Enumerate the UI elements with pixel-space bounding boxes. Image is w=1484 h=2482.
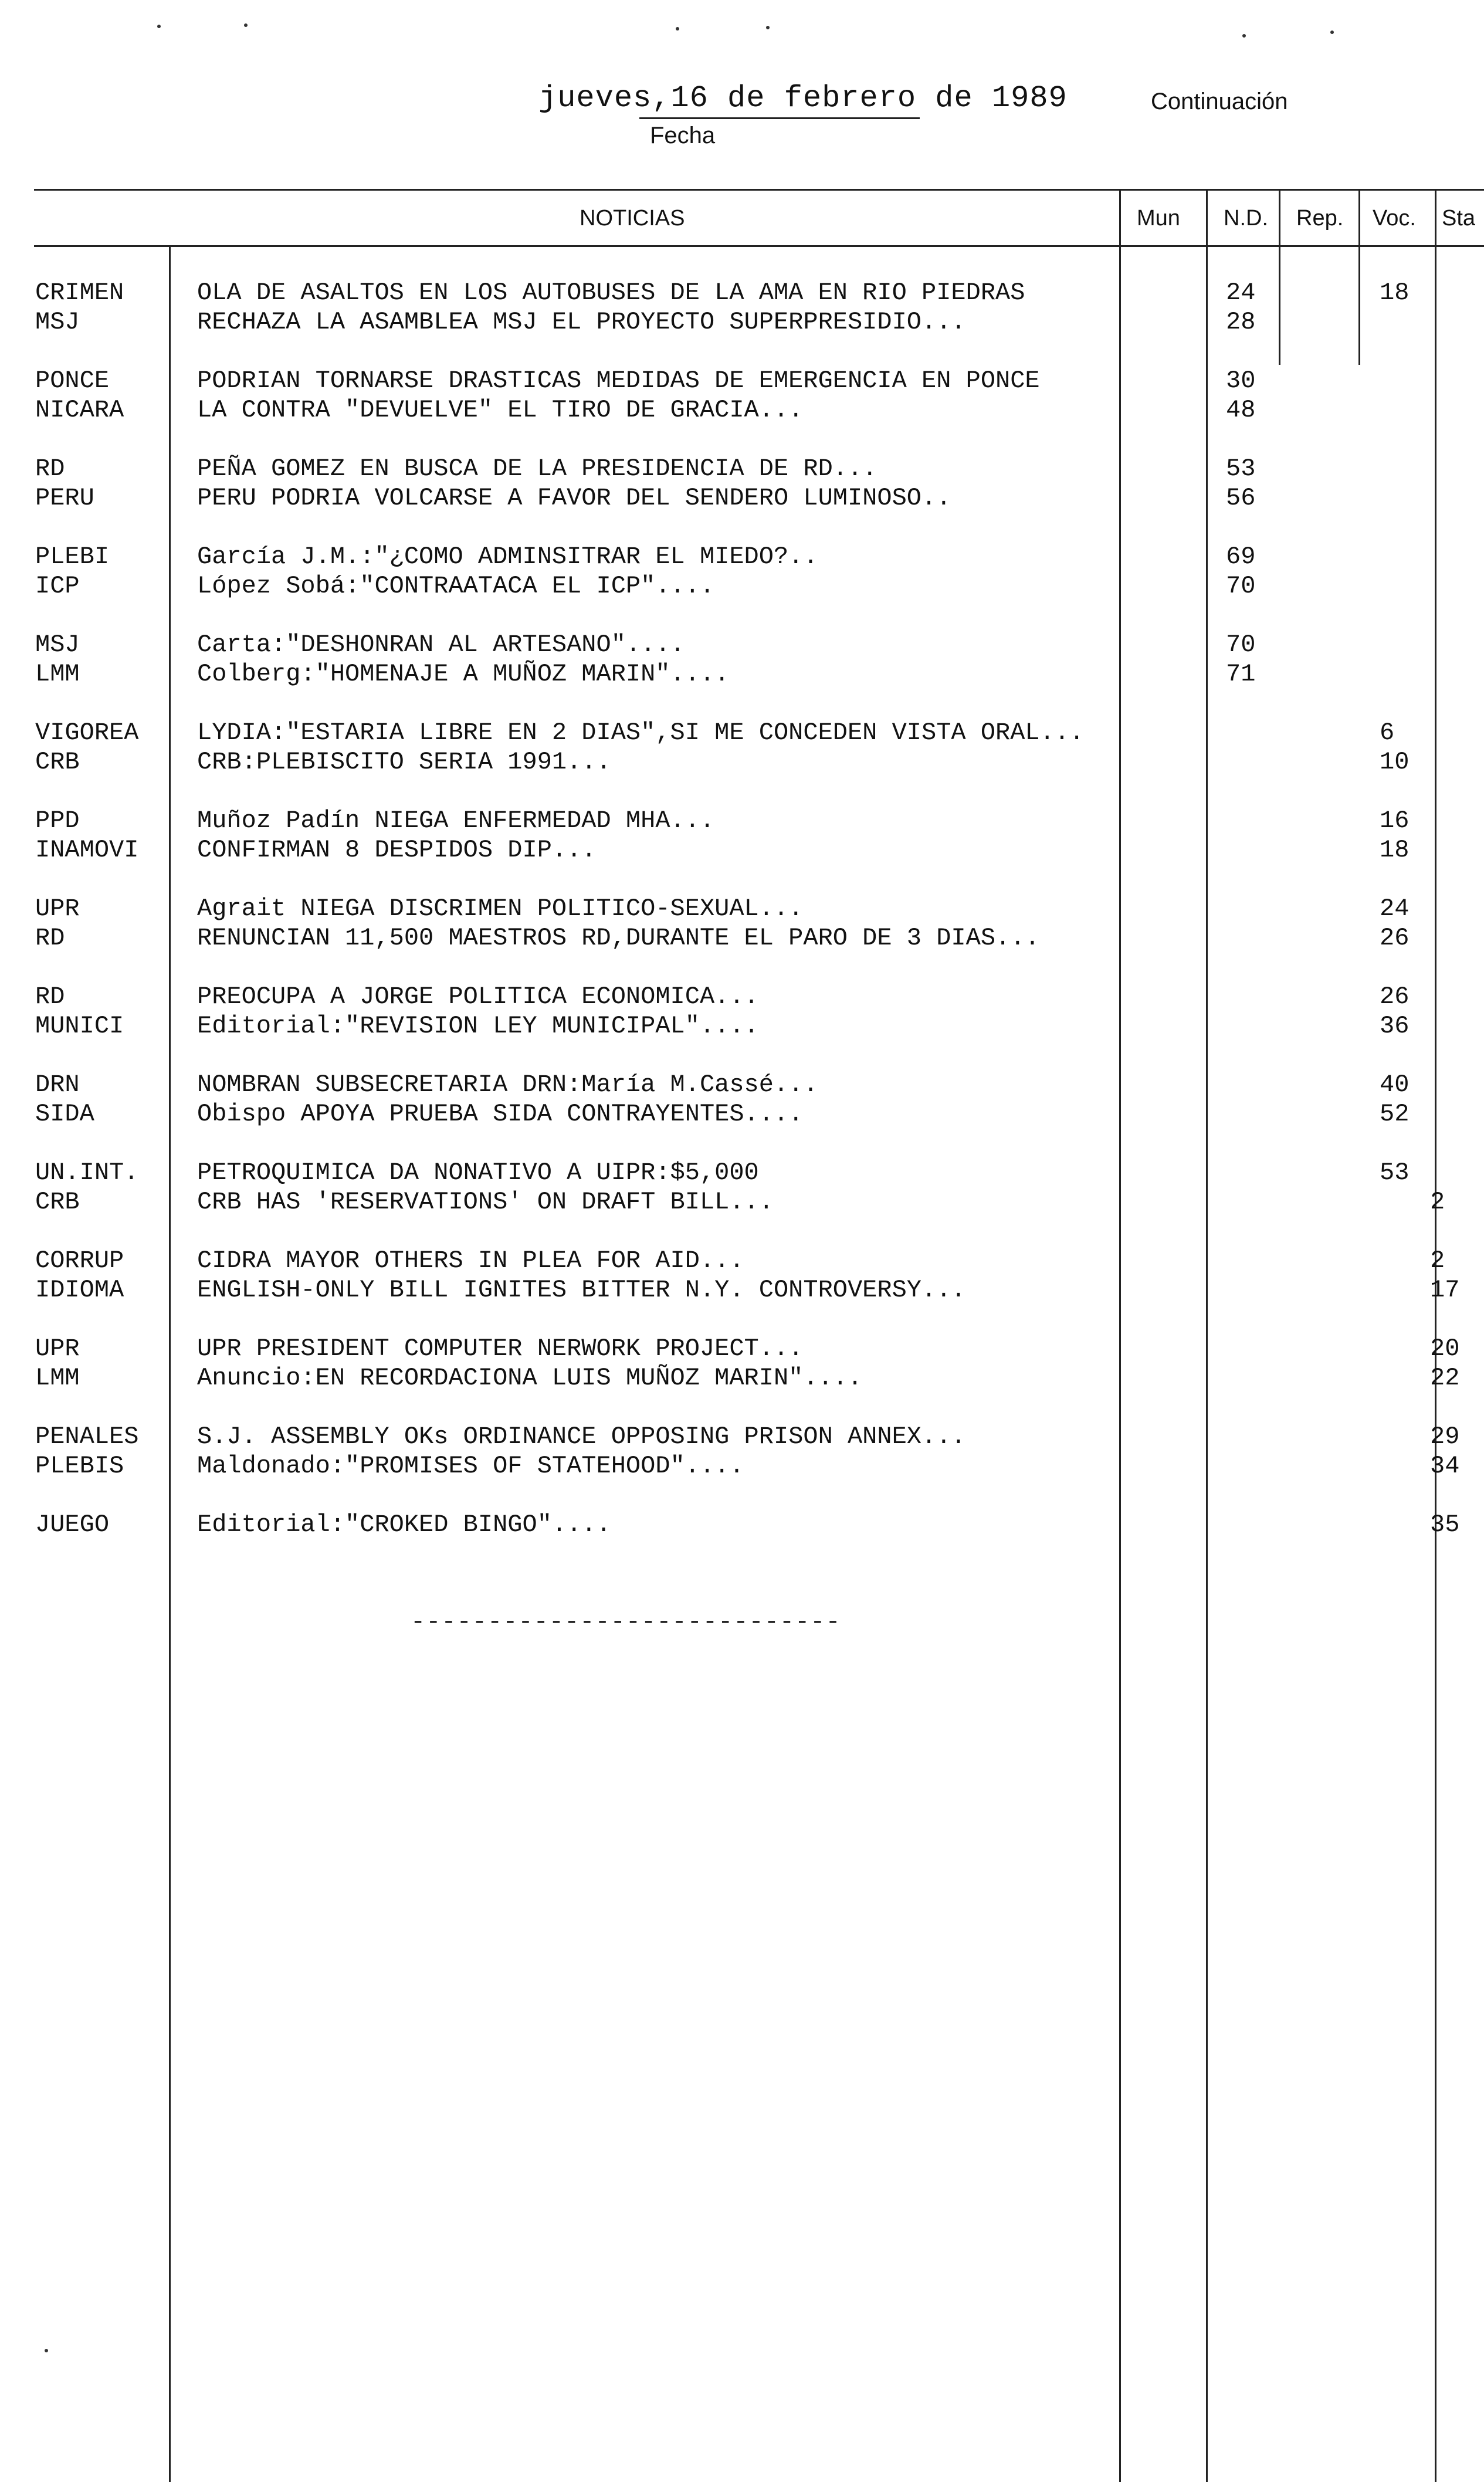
row-voc: 18 [1380, 279, 1410, 307]
row-headline: LYDIA:"ESTARIA LIBRE EN 2 DIAS",SI ME CONCEDEN VISTA ORAL... [197, 719, 1085, 747]
row-tag: UPR [35, 895, 80, 923]
row-voc: 26 [1380, 983, 1410, 1011]
row-tag: CRIMEN [35, 279, 124, 307]
nd-column-divider [1206, 189, 1208, 2482]
row-headline: LA CONTRA "DEVUELVE" EL TIRO DE GRACIA... [197, 396, 804, 424]
rep-column-divider [1279, 189, 1280, 365]
tag-column-divider [169, 246, 171, 2482]
table-header-rule [34, 245, 1484, 247]
row-headline: S.J. ASSEMBLY OKs ORDINANCE OPPOSING PRISON ANNEX... [197, 1423, 966, 1451]
voc-column-divider [1358, 189, 1360, 365]
row-tag: PONCE [35, 367, 110, 395]
row-headline: Agrait NIEGA DISCRIMEN POLITICO-SEXUAL... [197, 895, 804, 923]
row-nd: 71 [1226, 660, 1256, 688]
end-of-list-rule: ---------------------------- [411, 1608, 841, 1636]
row-headline: RECHAZA LA ASAMBLEA MSJ EL PROYECTO SUPERPRESIDIO... [197, 308, 966, 336]
row-tag: INAMOVI [35, 836, 139, 864]
row-nd: 70 [1226, 572, 1256, 600]
scan-speck [766, 26, 770, 29]
row-headline: CONFIRMAN 8 DESPIDOS DIP... [197, 836, 597, 864]
row-tag: UPR [35, 1335, 80, 1363]
row-headline: López Sobá:"CONTRAATACA EL ICP".... [197, 572, 715, 600]
row-tag: SIDA [35, 1100, 94, 1128]
row-tag: PENALES [35, 1423, 139, 1451]
row-sta: 2 [1430, 1247, 1445, 1275]
row-tag: CORRUP [35, 1247, 124, 1275]
column-header-nd: N.D. [1224, 206, 1268, 231]
row-tag: NICARA [35, 396, 124, 424]
row-headline: Maldonado:"PROMISES OF STATEHOOD".... [197, 1452, 744, 1480]
row-headline: Obispo APOYA PRUEBA SIDA CONTRAYENTES.... [197, 1100, 804, 1128]
row-headline: NOMBRAN SUBSECRETARIA DRN:María M.Cassé... [197, 1071, 818, 1099]
mun-column-divider [1119, 189, 1121, 2482]
row-headline: Editorial:"CROKED BINGO".... [197, 1511, 611, 1539]
row-tag: ICP [35, 572, 80, 600]
row-voc: 52 [1380, 1100, 1410, 1128]
row-tag: CRB [35, 1188, 80, 1216]
row-headline: RENUNCIAN 11,500 MAESTROS RD,DURANTE EL PARO DE 3 DIAS... [197, 924, 1040, 952]
row-headline: Carta:"DESHONRAN AL ARTESANO".... [197, 631, 685, 659]
row-headline: PEÑA GOMEZ EN BUSCA DE LA PRESIDENCIA DE RD... [197, 455, 877, 483]
row-tag: LMM [35, 1364, 80, 1392]
row-headline: CRB HAS 'RESERVATIONS' ON DRAFT BILL... [197, 1188, 774, 1216]
row-headline: Colberg:"HOMENAJE A MUÑOZ MARIN".... [197, 660, 730, 688]
column-header-sta: Sta [1442, 206, 1476, 231]
row-voc: 6 [1380, 719, 1395, 747]
row-voc: 40 [1380, 1071, 1410, 1099]
row-tag: UN.INT. [35, 1159, 139, 1187]
row-nd: 70 [1226, 631, 1256, 659]
row-nd: 48 [1226, 396, 1256, 424]
row-headline: PETROQUIMICA DA NONATIVO A UIPR:$5,000 [197, 1159, 759, 1187]
row-tag: PPD [35, 807, 80, 835]
row-voc: 18 [1380, 836, 1410, 864]
row-headline: PERU PODRIA VOLCARSE A FAVOR DEL SENDERO LUMINOSO.. [197, 484, 951, 512]
row-nd: 69 [1226, 543, 1256, 571]
row-tag: MSJ [35, 308, 80, 336]
row-headline: García J.M.:"¿COMO ADMINSITRAR EL MIEDO?.. [197, 543, 818, 571]
row-tag: PLEBI [35, 543, 110, 571]
row-tag: CRB [35, 748, 80, 776]
scan-speck [1330, 31, 1334, 34]
row-tag: RD [35, 455, 65, 483]
column-header-voc: Voc. [1373, 206, 1416, 231]
column-header-rep: Rep. [1296, 206, 1344, 231]
date-label: Fecha [650, 123, 716, 148]
row-sta: 17 [1430, 1276, 1460, 1304]
row-tag: MUNICI [35, 1012, 124, 1040]
row-tag: IDIOMA [35, 1276, 124, 1304]
column-header-noticias: NOTICIAS [580, 206, 685, 231]
row-voc: 36 [1380, 1012, 1410, 1040]
row-voc: 53 [1380, 1159, 1410, 1187]
row-tag: PLEBIS [35, 1452, 124, 1480]
row-headline: PODRIAN TORNARSE DRASTICAS MEDIDAS DE EMERGENCIA EN PONCE [197, 367, 1040, 395]
row-sta: 2 [1430, 1188, 1445, 1216]
row-headline: CIDRA MAYOR OTHERS IN PLEA FOR AID... [197, 1247, 744, 1275]
row-voc: 24 [1380, 895, 1410, 923]
row-sta: 35 [1430, 1511, 1460, 1539]
continuation-label: Continuación [1151, 89, 1288, 114]
row-tag: LMM [35, 660, 80, 688]
scan-speck [1242, 34, 1246, 38]
row-sta: 22 [1430, 1364, 1460, 1392]
row-tag: VIGOREA [35, 719, 139, 747]
row-nd: 56 [1226, 484, 1256, 512]
row-nd: 30 [1226, 367, 1256, 395]
row-voc: 26 [1380, 924, 1410, 952]
date-underline [639, 117, 920, 119]
row-tag: PERU [35, 484, 94, 512]
row-voc: 10 [1380, 748, 1410, 776]
row-voc: 16 [1380, 807, 1410, 835]
row-nd: 24 [1226, 279, 1256, 307]
row-tag: RD [35, 924, 65, 952]
row-headline: OLA DE ASALTOS EN LOS AUTOBUSES DE LA AMA EN RIO PIEDRAS [197, 279, 1025, 307]
row-tag: JUEGO [35, 1511, 110, 1539]
row-headline: CRB:PLEBISCITO SERIA 1991... [197, 748, 611, 776]
scan-speck [676, 27, 679, 31]
row-headline: ENGLISH-ONLY BILL IGNITES BITTER N.Y. CONTROVERSY... [197, 1276, 966, 1304]
row-headline: UPR PRESIDENT COMPUTER NERWORK PROJECT... [197, 1335, 804, 1363]
scan-speck [45, 2349, 48, 2352]
row-headline: PREOCUPA A JORGE POLITICA ECONOMICA... [197, 983, 759, 1011]
row-headline: Anuncio:EN RECORDACIONA LUIS MUÑOZ MARIN".... [197, 1364, 863, 1392]
scan-speck [157, 25, 161, 28]
row-headline: Muñoz Padín NIEGA ENFERMEDAD MHA... [197, 807, 715, 835]
row-nd: 28 [1226, 308, 1256, 336]
scan-speck [244, 23, 248, 27]
row-headline: Editorial:"REVISION LEY MUNICIPAL".... [197, 1012, 759, 1040]
row-tag: MSJ [35, 631, 80, 659]
table-top-rule [34, 189, 1484, 191]
row-sta: 20 [1430, 1335, 1460, 1363]
report-date: jueves,16 de febrero de 1989 [538, 81, 1068, 116]
row-tag: RD [35, 983, 65, 1011]
row-sta: 34 [1430, 1452, 1460, 1480]
row-nd: 53 [1226, 455, 1256, 483]
column-header-mun: Mun [1137, 206, 1180, 231]
row-sta: 29 [1430, 1423, 1460, 1451]
row-tag: DRN [35, 1071, 80, 1099]
